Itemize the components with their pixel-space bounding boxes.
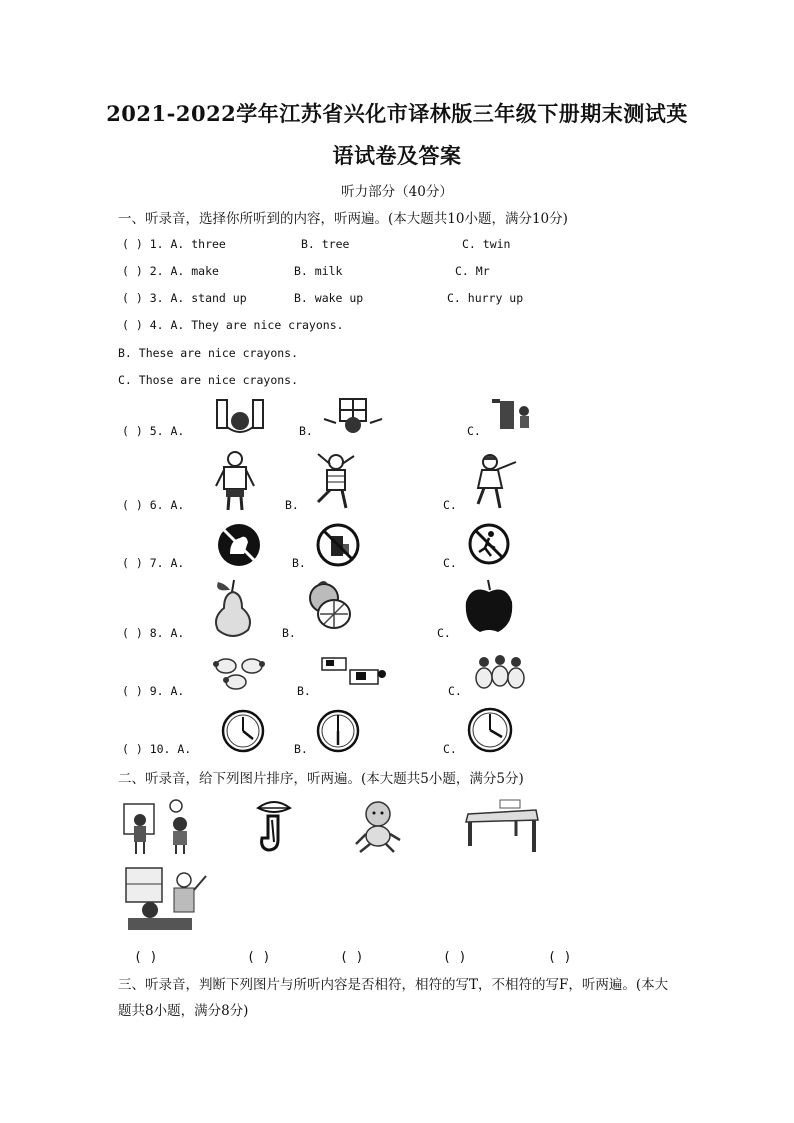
teacher-student-icon bbox=[124, 866, 208, 932]
q7-option-a: ( ) 7. A. bbox=[122, 556, 185, 570]
cows-icon bbox=[320, 654, 388, 690]
boy-dancing-icon bbox=[312, 450, 358, 512]
listening-part-subtitle: 听力部分（40分） bbox=[341, 184, 453, 200]
q5-option-c: C. bbox=[467, 424, 481, 438]
quiet-sign-icon bbox=[254, 798, 294, 856]
order-blank-2[interactable]: ( ) bbox=[247, 950, 271, 965]
section1-heading: 一、听录音，选择你所听到的内容，听两遍。(本大题共10小题，满分10分) bbox=[118, 211, 568, 227]
apple-icon bbox=[462, 578, 516, 636]
sheep-icon bbox=[212, 652, 270, 694]
order-blank-4[interactable]: ( ) bbox=[443, 950, 467, 965]
q4-option-a: ( ) 4. A. They are nice crayons. bbox=[122, 318, 344, 332]
q2-option-c: C. Mr bbox=[455, 264, 490, 278]
boy-standing-icon bbox=[212, 450, 258, 512]
orange-icon bbox=[304, 580, 354, 632]
q6-option-c: C. bbox=[443, 498, 457, 512]
q8-option-c: C. bbox=[437, 626, 451, 640]
q10-option-a: ( ) 10. A. bbox=[122, 742, 192, 756]
q9-option-a: ( ) 9. A. bbox=[122, 684, 185, 698]
no-running-sign-icon bbox=[467, 522, 511, 566]
clock-icon bbox=[221, 709, 265, 753]
q3-option-c: C. hurry up bbox=[447, 291, 524, 305]
q4-option-c: C. Those are nice crayons. bbox=[118, 373, 299, 387]
close-window-icon bbox=[322, 397, 384, 435]
q7-option-c: C. bbox=[443, 556, 457, 570]
q10-option-b: B. bbox=[294, 742, 308, 756]
section3-heading: 三、听录音，判断下列图片与所听内容是否相符，相符的写T，不相符的写F，听两遍。(本大题共8小题，满分8分) bbox=[118, 977, 669, 1019]
ducks-icon bbox=[474, 652, 526, 696]
no-drinking-sign-icon bbox=[315, 522, 361, 568]
q1-option-a: ( ) 1. A. three bbox=[122, 237, 226, 251]
q1-option-c: C. twin bbox=[462, 237, 511, 251]
q9-option-b: B. bbox=[297, 684, 311, 698]
q4-option-b: B. These are nice crayons. bbox=[118, 346, 299, 360]
q5-option-b: B. bbox=[299, 424, 313, 438]
baby-icon bbox=[354, 800, 404, 854]
clock-icon bbox=[467, 707, 513, 753]
girl-running-icon bbox=[470, 452, 520, 512]
order-blank-5[interactable]: ( ) bbox=[548, 950, 572, 965]
clock-icon bbox=[316, 709, 360, 753]
table-icon bbox=[464, 800, 540, 854]
open-door-icon bbox=[490, 397, 536, 433]
q5-option-a: ( ) 5. A. bbox=[122, 424, 185, 438]
q6-option-b: B. bbox=[285, 498, 299, 512]
q3-option-b: B. wake up bbox=[294, 291, 364, 305]
q1-option-b: B. tree bbox=[301, 237, 350, 251]
q8-option-a: ( ) 8. A. bbox=[122, 626, 185, 640]
q8-option-b: B. bbox=[282, 626, 296, 640]
q10-option-c: C. bbox=[443, 742, 457, 756]
pear-icon bbox=[208, 578, 258, 640]
q2-option-b: B. milk bbox=[294, 264, 343, 278]
q2-option-a: ( ) 2. A. make bbox=[122, 264, 219, 278]
page-title-line-1: 2021-2022学年江苏省兴化市译林版三年级下册期末测试英 bbox=[106, 101, 688, 126]
kids-talking-icon bbox=[124, 800, 198, 856]
section2-heading: 二、听录音，给下列图片排序，听两遍。(本大题共5小题，满分5分) bbox=[118, 771, 524, 787]
open-window-icon bbox=[215, 397, 265, 437]
order-blank-3[interactable]: ( ) bbox=[340, 950, 364, 965]
q3-option-a: ( ) 3. A. stand up bbox=[122, 291, 247, 305]
q7-option-b: B. bbox=[292, 556, 306, 570]
q9-option-c: C. bbox=[448, 684, 462, 698]
no-pets-sign-icon bbox=[216, 522, 262, 568]
order-blank-1[interactable]: ( ) bbox=[134, 950, 158, 965]
page-title-line-2: 语试卷及答案 bbox=[332, 143, 462, 168]
q6-option-a: ( ) 6. A. bbox=[122, 498, 185, 512]
